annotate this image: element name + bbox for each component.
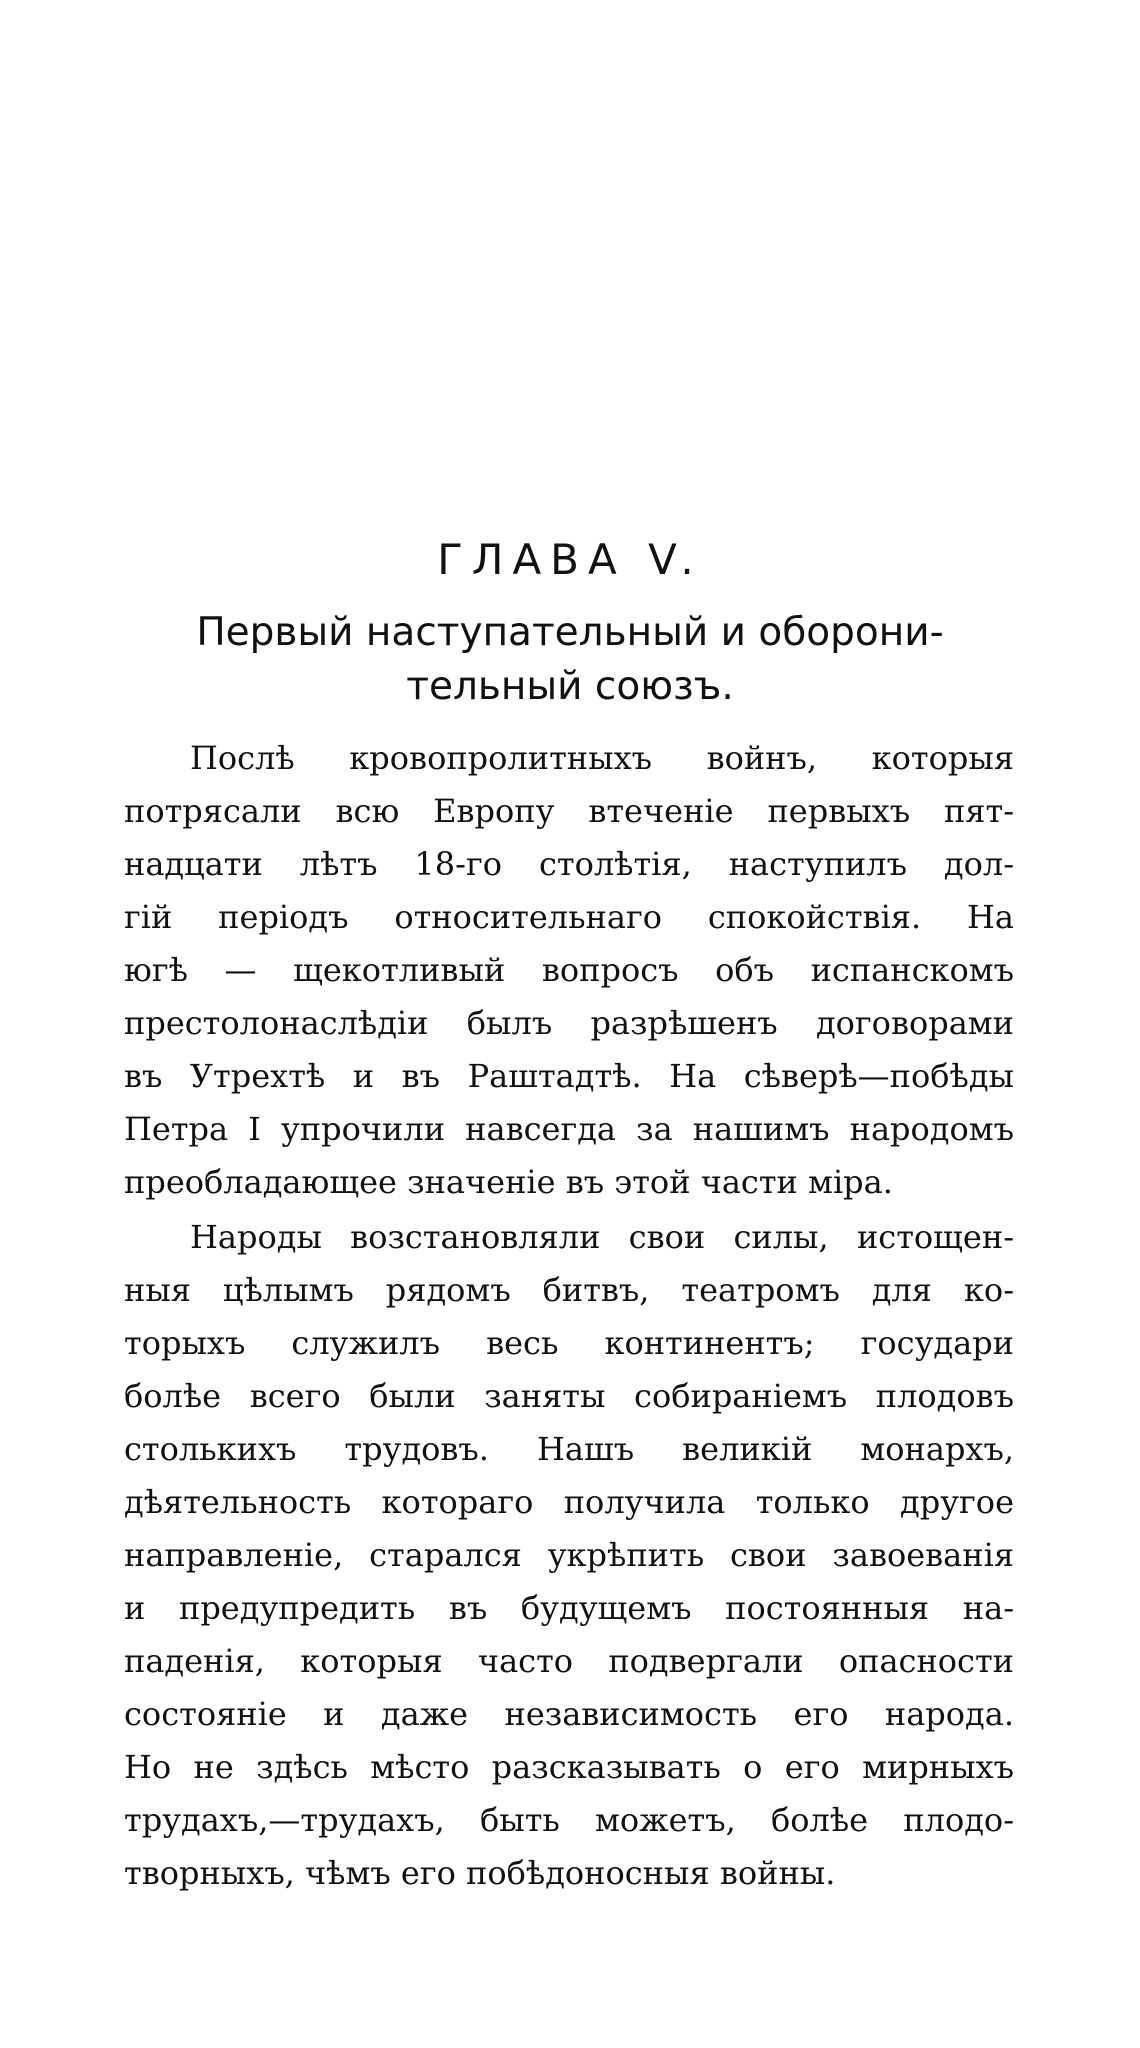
text-line: болѣе всего были заняты собираніемъ плодовъ (124, 1377, 1014, 1415)
paragraph-1 (124, 732, 1014, 1209)
text-line: югѣ — щекотливый вопросъ объ испанскомъ (124, 951, 1014, 989)
text-line: дѣятельность котораго получила только другое (124, 1483, 1014, 1521)
text-line: Народы возстановляли свои силы, истощен- (190, 1218, 1014, 1256)
text-line: торыхъ служилъ весь континентъ; государи (124, 1324, 1014, 1362)
text-line: паденія, которыя часто подвергали опасности (124, 1642, 1014, 1680)
chapter-label: ГЛАВА V. (437, 535, 703, 584)
chapter-title (120, 606, 1020, 714)
text-line: Петра I упрочили навсегда за нашимъ народомъ (124, 1110, 1014, 1148)
text-line: гій періодъ относительнаго спокойствія. На (124, 898, 1014, 936)
text-line: Но не здѣсь мѣсто разсказывать о его мирныхъ (124, 1748, 1014, 1786)
chapter-title-line: тельный союзъ. (406, 664, 734, 709)
paragraph-2 (124, 1211, 1014, 1900)
text-line: Послѣ кровопролитныхъ войнъ, которыя (190, 739, 1014, 777)
text-line: столькихъ трудовъ. Нашъ великій монархъ, (124, 1430, 1014, 1468)
text-line: трудахъ,—трудахъ, быть можетъ, болѣе плодо- (124, 1801, 1014, 1839)
text-line: преобладающее значеніе въ этой части міра. (124, 1163, 893, 1201)
text-line: ныя цѣлымъ рядомъ битвъ, театромъ для ко- (124, 1271, 1014, 1309)
text-line: творныхъ, чѣмъ его побѣдоносныя войны. (124, 1854, 836, 1892)
text-line: потрясали всю Европу втеченіе первыхъ пят- (124, 792, 1014, 830)
text-line: направленіе, старался укрѣпить свои завоеванія (124, 1536, 1014, 1574)
text-line: и предупредить въ будущемъ постоянныя на- (124, 1589, 1014, 1627)
text-line: престолонаслѣдіи былъ разрѣшенъ договорами (124, 1004, 1014, 1042)
text-line: въ Утрехтѣ и въ Раштадтѣ. На сѣверѣ—побѣды (124, 1057, 1014, 1095)
chapter-title-line: Первый наступательный и оборони- (196, 610, 944, 655)
text-line: состояніе и даже независимость его народа. (124, 1695, 1014, 1733)
body-text (124, 732, 1014, 1902)
text-line: надцати лѣтъ 18-го столѣтія, наступилъ дол- (124, 845, 1014, 883)
